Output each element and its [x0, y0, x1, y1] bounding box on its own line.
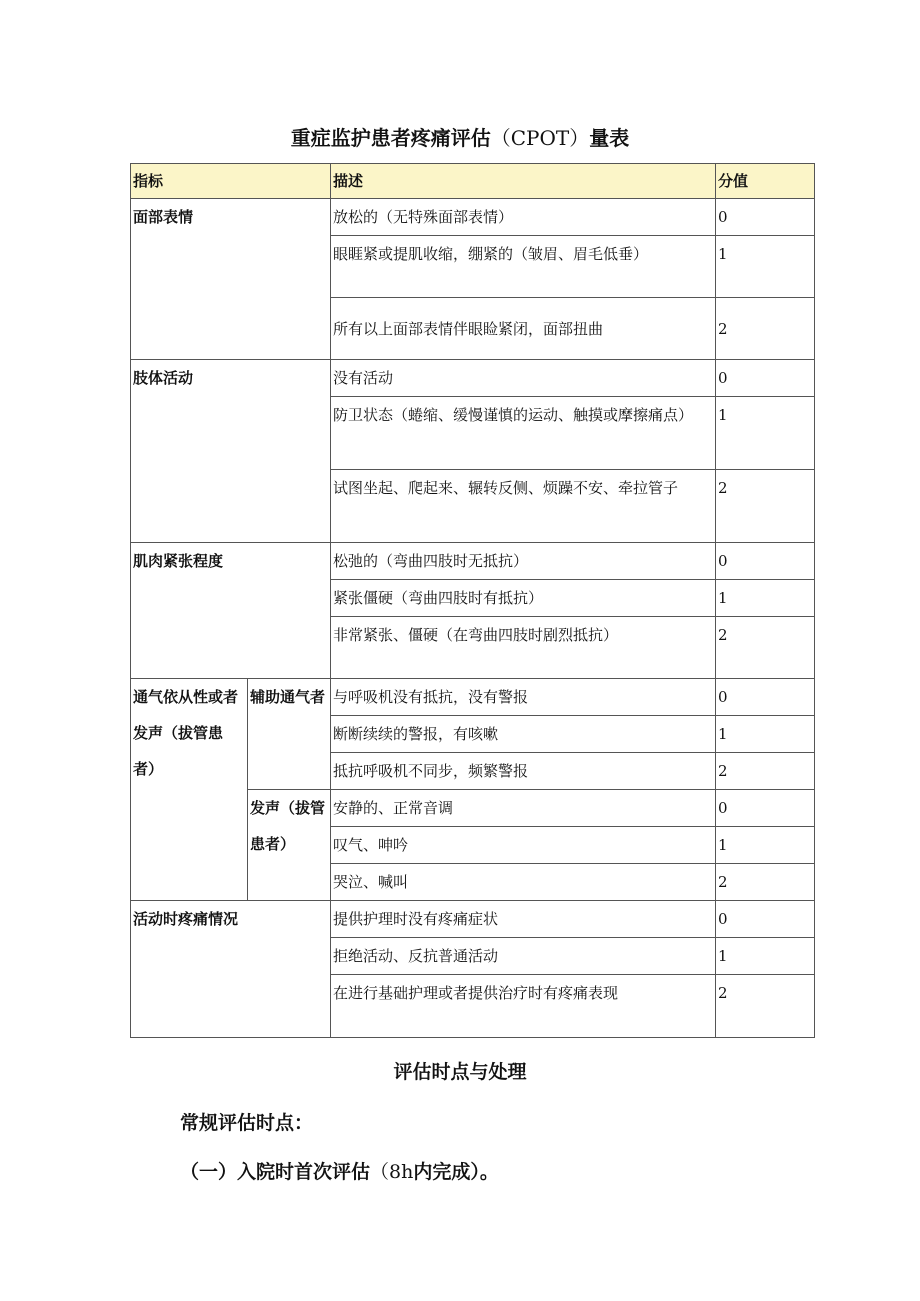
description-cell: 试图坐起、爬起来、辗转反侧、烦躁不安、牵拉管子 [331, 470, 716, 543]
description-cell: 紧张僵硬（弯曲四肢时有抵抗） [331, 580, 716, 617]
score-cell: 2 [716, 864, 815, 901]
score-cell: 0 [716, 901, 815, 938]
score-cell: 2 [716, 617, 815, 679]
score-cell: 1 [716, 716, 815, 753]
score-cell: 1 [716, 827, 815, 864]
sub-indicator-vocalization: 发声（拔管患者） [248, 790, 331, 901]
section-heading: 评估时点与处理 [393, 1061, 527, 1083]
description-cell: 拒绝活动、反抗普通活动 [331, 938, 716, 975]
score-cell: 1 [716, 397, 815, 470]
description-cell: 所有以上面部表情伴眼睑紧闭，面部扭曲 [331, 298, 716, 360]
description-cell: 非常紧张、僵硬（在弯曲四肢时剧烈抵抗） [331, 617, 716, 679]
header-score: 分值 [716, 164, 815, 199]
table-row [131, 543, 815, 580]
description-cell: 抵抗呼吸机不同步，频繁警报 [331, 753, 716, 790]
header-indicator: 指标 [131, 164, 331, 199]
page-title: 重症监护患者疼痛评估（CPOT）量表 [290, 126, 630, 150]
description-cell: 提供护理时没有疼痛症状 [331, 901, 716, 938]
description-cell: 眼睚紧或提肌收缩，绷紧的（皱眉、眉毛低垂） [331, 236, 716, 298]
routine-label: 常规评估时点： [180, 1112, 314, 1134]
description-cell: 哭泣、喊叫 [331, 864, 716, 901]
description-cell: 在进行基础护理或者提供治疗时有疼痛表现 [331, 975, 716, 1038]
description-cell: 没有活动 [331, 360, 716, 397]
indicator-facial: 面部表情 [131, 199, 331, 360]
indicator-limb: 肢体活动 [131, 360, 331, 543]
score-cell: 0 [716, 199, 815, 236]
description-cell: 松弛的（弯曲四肢时无抵抗） [331, 543, 716, 580]
score-cell: 0 [716, 543, 815, 580]
score-cell: 1 [716, 580, 815, 617]
score-cell: 1 [716, 236, 815, 298]
description-cell: 防卫状态（蜷缩、缓慢谨慎的运动、触摸或摩擦痛点） [331, 397, 716, 470]
indicator-activity: 活动时疼痛情况 [131, 901, 331, 1038]
score-cell: 0 [716, 679, 815, 716]
score-cell: 0 [716, 790, 815, 827]
description-cell: 断断续续的警报，有咳嗽 [331, 716, 716, 753]
table-header-row [131, 164, 815, 199]
score-cell: 2 [716, 470, 815, 543]
description-cell: 与呼吸机没有抵抗，没有警报 [331, 679, 716, 716]
table-row [131, 901, 815, 938]
assessment-item-1: （一）入院时首次评估（8h内完成）。 [180, 1161, 499, 1183]
description-cell: 放松的（无特殊面部表情） [331, 199, 716, 236]
table-row [131, 679, 815, 716]
table-row [131, 360, 815, 397]
score-cell: 2 [716, 298, 815, 360]
indicator-muscle: 肌肉紧张程度 [131, 543, 331, 679]
score-cell: 0 [716, 360, 815, 397]
description-cell: 安静的、正常音调 [331, 790, 716, 827]
score-cell: 1 [716, 938, 815, 975]
header-description: 描述 [331, 164, 716, 199]
score-cell: 2 [716, 975, 815, 1038]
sub-indicator-ventilated: 辅助通气者 [248, 679, 331, 790]
description-cell: 叹气、呻吟 [331, 827, 716, 864]
table-row [131, 199, 815, 236]
score-cell: 2 [716, 753, 815, 790]
indicator-ventilation: 通气依从性或者发声（拔管患者） [131, 679, 248, 901]
cpot-table [130, 163, 815, 1038]
